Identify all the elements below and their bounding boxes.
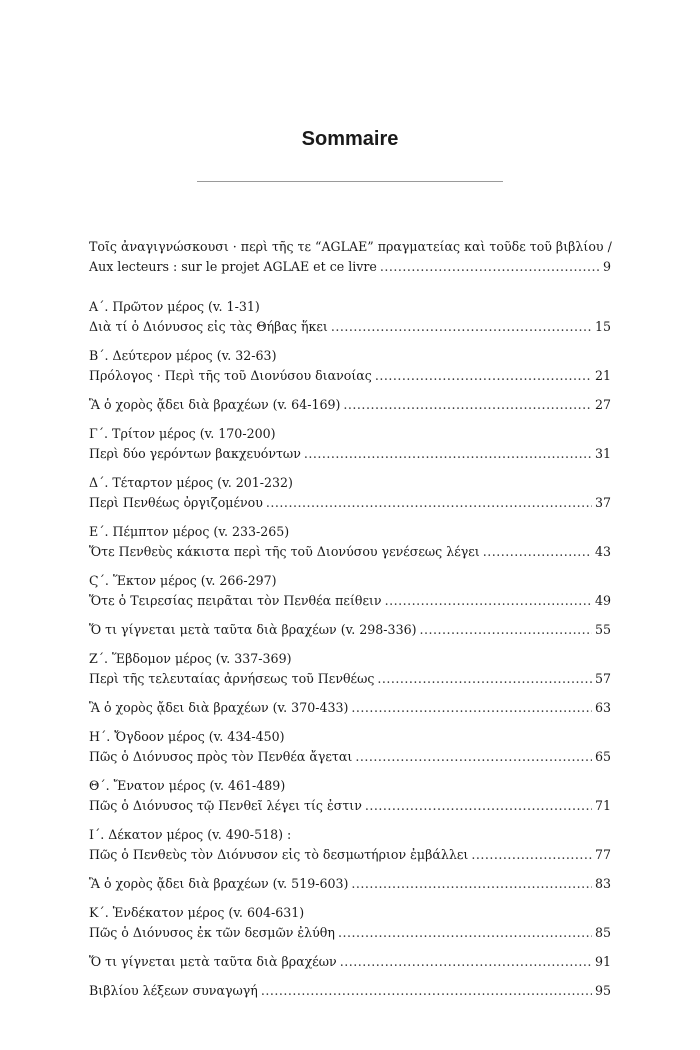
toc-entry[interactable]	[89, 776, 611, 816]
toc-heading-text: Ε΄. Πέμπτον μέρος (v. 233-265)	[89, 524, 290, 539]
toc-label: Aux lecteurs : sur le projet AGLAE et ce livre	[89, 259, 377, 274]
toc-entry[interactable]	[89, 346, 611, 386]
toc-entry[interactable]	[89, 825, 611, 865]
toc-label: Πρόλογος · Περὶ τῆς τοῦ Διονύσου διανοίας	[89, 368, 372, 383]
page-number: 77	[594, 847, 611, 862]
toc-label: Ὅτε Πενθεὺς κάκιστα περὶ τῆς τοῦ Διονύσου γενέσεως λέγει	[89, 544, 480, 559]
page-number: 63	[594, 700, 611, 715]
dot-leader	[365, 796, 592, 816]
toc-line	[89, 874, 611, 894]
page-number: 95	[594, 983, 611, 998]
page-number: 9	[602, 259, 611, 274]
toc-entry[interactable]	[89, 981, 611, 1001]
dot-leader	[385, 591, 592, 611]
toc-heading-text: Θ΄. Ἔνατον μέρος (v. 461-489)	[89, 778, 286, 793]
toc-line	[89, 698, 611, 718]
dot-leader	[375, 366, 592, 386]
toc-heading	[89, 424, 611, 444]
toc-line	[89, 366, 611, 386]
toc-label: Ὅτε ὁ Τειρεσίας πειρᾶται τὸν Πενθέα πείθειν	[89, 593, 382, 608]
toc-line	[89, 395, 611, 415]
page-number: 37	[594, 495, 611, 510]
page-number: 55	[594, 622, 611, 637]
toc-entry[interactable]	[89, 952, 611, 972]
table-of-contents	[89, 228, 611, 1001]
dot-leader	[261, 981, 592, 1001]
toc-heading	[89, 237, 611, 257]
toc-heading	[89, 297, 611, 317]
toc-heading-text: Β΄. Δεύτερον μέρος (v. 32-63)	[89, 348, 277, 363]
toc-line	[89, 620, 611, 640]
page-number: 27	[594, 397, 611, 412]
dot-leader	[340, 952, 592, 972]
toc-label: Πῶς ὁ Πενθεὺς τὸν Διόνυσον εἰς τὸ δεσμωτήριον ἐμβάλλει	[89, 847, 469, 862]
toc-line	[89, 981, 611, 1001]
toc-heading-text: Ι΄. Δέκατον μέρος (v. 490-518) :	[89, 827, 292, 842]
toc-heading-text: Η΄. Ὄγδοον μέρος (v. 434-450)	[89, 729, 285, 744]
toc-entry[interactable]	[89, 698, 611, 718]
dot-leader	[338, 923, 592, 943]
toc-heading	[89, 825, 611, 845]
page-number: 85	[594, 925, 611, 940]
toc-heading-text: Κ΄. Ἑνδέκατον μέρος (v. 604-631)	[89, 905, 305, 920]
toc-label: Πῶς ὁ Διόνυσος τῷ Πενθεῖ λέγει τίς ἐστιν	[89, 798, 362, 813]
toc-entry[interactable]	[89, 903, 611, 943]
page-number: 15	[594, 319, 611, 334]
toc-label: Διὰ τί ὁ Διόνυσος εἰς τὰς Θήβας ἥκει	[89, 319, 328, 334]
dot-leader	[304, 444, 592, 464]
dot-leader	[355, 747, 592, 767]
page-title: Sommaire	[301, 128, 399, 150]
toc-entry[interactable]	[89, 424, 611, 464]
toc-label: Πῶς ὁ Διόνυσος πρὸς τὸν Πενθέα ἄγεται	[89, 749, 353, 764]
dot-leader	[343, 395, 592, 415]
toc-label: Περὶ Πενθέως ὀργιζομένου	[89, 495, 263, 510]
toc-label: Περὶ δύο γερόντων βακχευόντων	[89, 446, 301, 461]
dot-leader	[351, 698, 592, 718]
toc-label: Ἃ ὁ χορὸς ᾄδει διὰ βραχέων (v. 519-603)	[89, 876, 349, 891]
toc-line	[89, 444, 611, 464]
toc-label: Βιβλίου λέξεων συναγωγή	[89, 983, 258, 998]
page-number: 43	[594, 544, 611, 559]
toc-heading-text: Ϛ΄. Ἕκτον μέρος (v. 266-297)	[89, 573, 277, 588]
toc-line	[89, 493, 611, 513]
toc-line	[89, 796, 611, 816]
toc-line	[89, 845, 611, 865]
dot-leader	[351, 874, 592, 894]
toc-label: Ἃ ὁ χορὸς ᾄδει διὰ βραχέων (v. 64-169)	[89, 397, 341, 412]
toc-entry[interactable]	[89, 727, 611, 767]
dot-leader	[420, 620, 592, 640]
page-number: 83	[594, 876, 611, 891]
toc-heading	[89, 649, 611, 669]
toc-entry[interactable]	[89, 297, 611, 337]
toc-label: Πῶς ὁ Διόνυσος ἐκ τῶν δεσμῶν ἐλύθη	[89, 925, 335, 940]
toc-label: Ὅ τι γίγνεται μετὰ ταῦτα διὰ βραχέων	[89, 954, 337, 969]
toc-label: Ὅ τι γίγνεται μετὰ ταῦτα διὰ βραχέων (v. 298-336)	[89, 622, 417, 637]
dot-leader	[471, 845, 592, 865]
toc-line	[89, 747, 611, 767]
toc-entry[interactable]	[89, 395, 611, 415]
dot-leader	[380, 257, 600, 277]
toc-heading	[89, 346, 611, 366]
toc-heading	[89, 473, 611, 493]
toc-heading-text: Τοῖς ἀναγιγνώσκουσι · περὶ τῆς τε “AGLAE” πραγματείας καὶ τοῦδε τοῦ βιβλίου /	[89, 239, 612, 254]
toc-line	[89, 317, 611, 337]
dot-leader	[266, 493, 592, 513]
toc-entry[interactable]	[89, 874, 611, 894]
dot-leader	[377, 669, 592, 689]
toc-heading	[89, 776, 611, 796]
page-number: 49	[594, 593, 611, 608]
toc-entry[interactable]	[89, 522, 611, 562]
toc-heading-text: Α΄. Πρῶτον μέρος (v. 1-31)	[89, 299, 260, 314]
toc-heading	[89, 727, 611, 747]
page-number: 65	[594, 749, 611, 764]
page-number: 21	[594, 368, 611, 383]
toc-line	[89, 669, 611, 689]
toc-line	[89, 257, 611, 277]
toc-heading-text: Ζ΄. Ἕβδομον μέρος (v. 337-369)	[89, 651, 292, 666]
dot-leader	[331, 317, 592, 337]
toc-line	[89, 952, 611, 972]
toc-heading-text: Δ΄. Τέταρτον μέρος (v. 201-232)	[89, 475, 293, 490]
toc-heading	[89, 903, 611, 923]
title-divider	[197, 181, 503, 182]
toc-heading	[89, 522, 611, 542]
toc-line	[89, 923, 611, 943]
toc-entry[interactable]	[89, 649, 611, 689]
toc-heading	[89, 571, 611, 591]
toc-label: Περὶ τῆς τελευταίας ἀρνήσεως τοῦ Πενθέως	[89, 671, 375, 686]
page-number: 57	[594, 671, 611, 686]
toc-entry[interactable]	[89, 473, 611, 513]
toc-heading-text: Γ΄. Τρίτον μέρος (v. 170-200)	[89, 426, 276, 441]
page-number: 91	[594, 954, 611, 969]
toc-entry[interactable]	[89, 620, 611, 640]
toc-entry[interactable]	[89, 237, 611, 277]
toc-label: Ἃ ὁ χορὸς ᾄδει διὰ βραχέων (v. 370-433)	[89, 700, 349, 715]
page-number: 31	[594, 446, 611, 461]
page-number: 71	[594, 798, 611, 813]
toc-line	[89, 542, 611, 562]
toc-entry[interactable]	[89, 571, 611, 611]
dot-leader	[483, 542, 592, 562]
toc-line	[89, 591, 611, 611]
